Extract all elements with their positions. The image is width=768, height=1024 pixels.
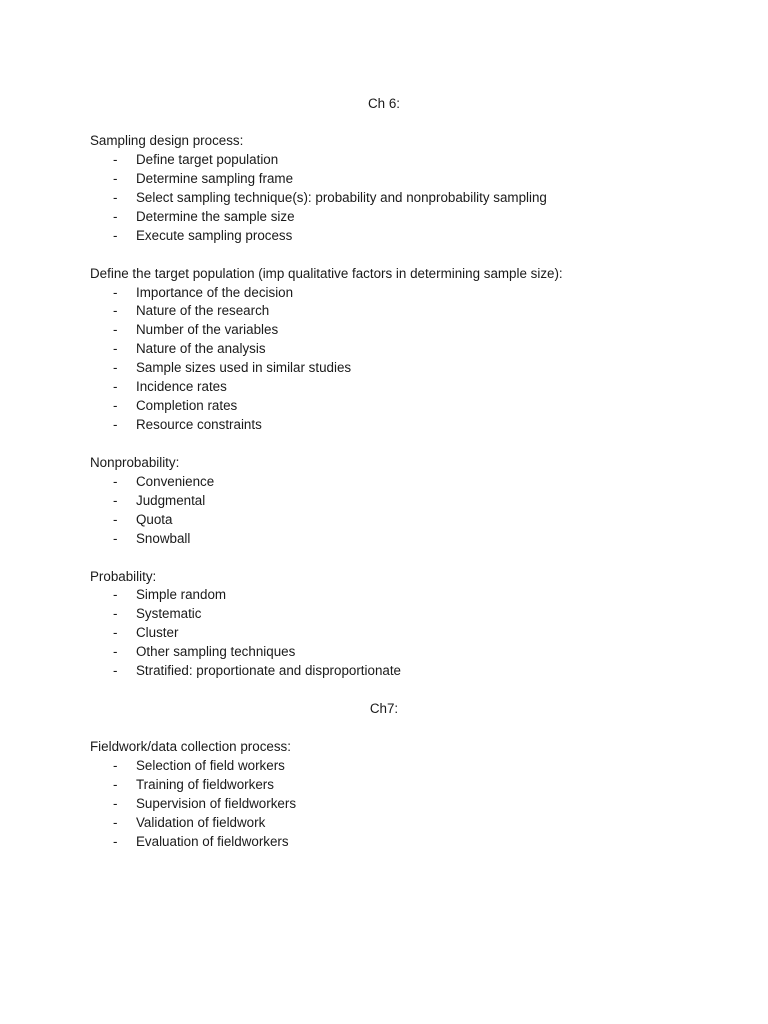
bullet-dash: - xyxy=(113,587,118,602)
list-item-text: Judgmental xyxy=(136,493,206,508)
bullet-dash: - xyxy=(113,303,118,318)
list-item-text: Cluster xyxy=(136,625,179,640)
bullet-dash: - xyxy=(113,474,118,489)
bullet-dash: - xyxy=(113,644,118,659)
sampling-design-title: Sampling design process: xyxy=(90,133,244,148)
bullet-dash: - xyxy=(113,606,118,621)
bullet-dash: - xyxy=(113,360,118,375)
list-item-text: Sample sizes used in similar studies xyxy=(136,360,352,375)
list-item-text: Determine the sample size xyxy=(136,209,295,224)
list-item-text: Quota xyxy=(136,512,173,527)
fieldwork-title: Fieldwork/data collection process: xyxy=(90,739,291,754)
bullet-dash: - xyxy=(113,531,118,546)
bullet-dash: - xyxy=(113,834,118,849)
list-item-text: Nature of the analysis xyxy=(136,341,266,356)
list-item-text: Evaluation of fieldworkers xyxy=(136,834,289,849)
list-item-text: Nature of the research xyxy=(136,303,270,318)
bullet-dash: - xyxy=(113,379,118,394)
target-population-title: Define the target population (imp qualitative factors in determining sample size): xyxy=(90,266,563,281)
list-item-text: Execute sampling process xyxy=(136,228,293,243)
list-item-text: Snowball xyxy=(136,531,191,546)
list-item-text: Convenience xyxy=(136,474,215,489)
list-item-text: Selection of field workers xyxy=(136,758,285,773)
nonprobability-title: Nonprobability: xyxy=(90,455,180,470)
bullet-dash: - xyxy=(113,777,118,792)
list-item-text: Completion rates xyxy=(136,398,238,413)
bullet-dash: - xyxy=(113,228,118,243)
bullet-dash: - xyxy=(113,417,118,432)
bullet-dash: - xyxy=(113,796,118,811)
bullet-dash: - xyxy=(113,663,118,678)
list-item-text: Other sampling techniques xyxy=(136,644,296,659)
bullet-dash: - xyxy=(113,152,118,167)
bullet-dash: - xyxy=(113,512,118,527)
bullet-dash: - xyxy=(113,625,118,640)
list-item-text: Incidence rates xyxy=(136,379,227,394)
list-item-text: Importance of the decision xyxy=(136,285,294,300)
list-item-text: Stratified: proportionate and disproportionate xyxy=(136,663,402,678)
list-item-text: Systematic xyxy=(136,606,202,621)
list-item-text: Validation of fieldwork xyxy=(136,815,266,830)
bullet-dash: - xyxy=(113,815,118,830)
bullet-dash: - xyxy=(113,285,118,300)
list-item-text: Supervision of fieldworkers xyxy=(136,796,297,811)
bullet-dash: - xyxy=(113,322,118,337)
bullet-dash: - xyxy=(113,398,118,413)
probability-title: Probability: xyxy=(90,569,157,584)
bullet-dash: - xyxy=(113,190,118,205)
list-item-text: Simple random xyxy=(136,587,227,602)
chapter-6-heading: Ch 6: xyxy=(367,96,400,111)
list-item-text: Determine sampling frame xyxy=(136,171,294,186)
list-item-text: Select sampling technique(s): probability and nonprobability sampling xyxy=(136,190,547,205)
list-item-text: Resource constraints xyxy=(136,417,262,432)
list-item-text: Define target population xyxy=(136,152,279,167)
bullet-dash: - xyxy=(113,341,118,356)
list-item-text: Number of the variables xyxy=(136,322,279,337)
list-item-text: Training of fieldworkers xyxy=(136,777,274,792)
chapter-7-heading: Ch7: xyxy=(369,701,399,716)
bullet-dash: - xyxy=(113,493,118,508)
bullet-dash: - xyxy=(113,758,118,773)
bullet-dash: - xyxy=(113,209,118,224)
bullet-dash: - xyxy=(113,171,118,186)
